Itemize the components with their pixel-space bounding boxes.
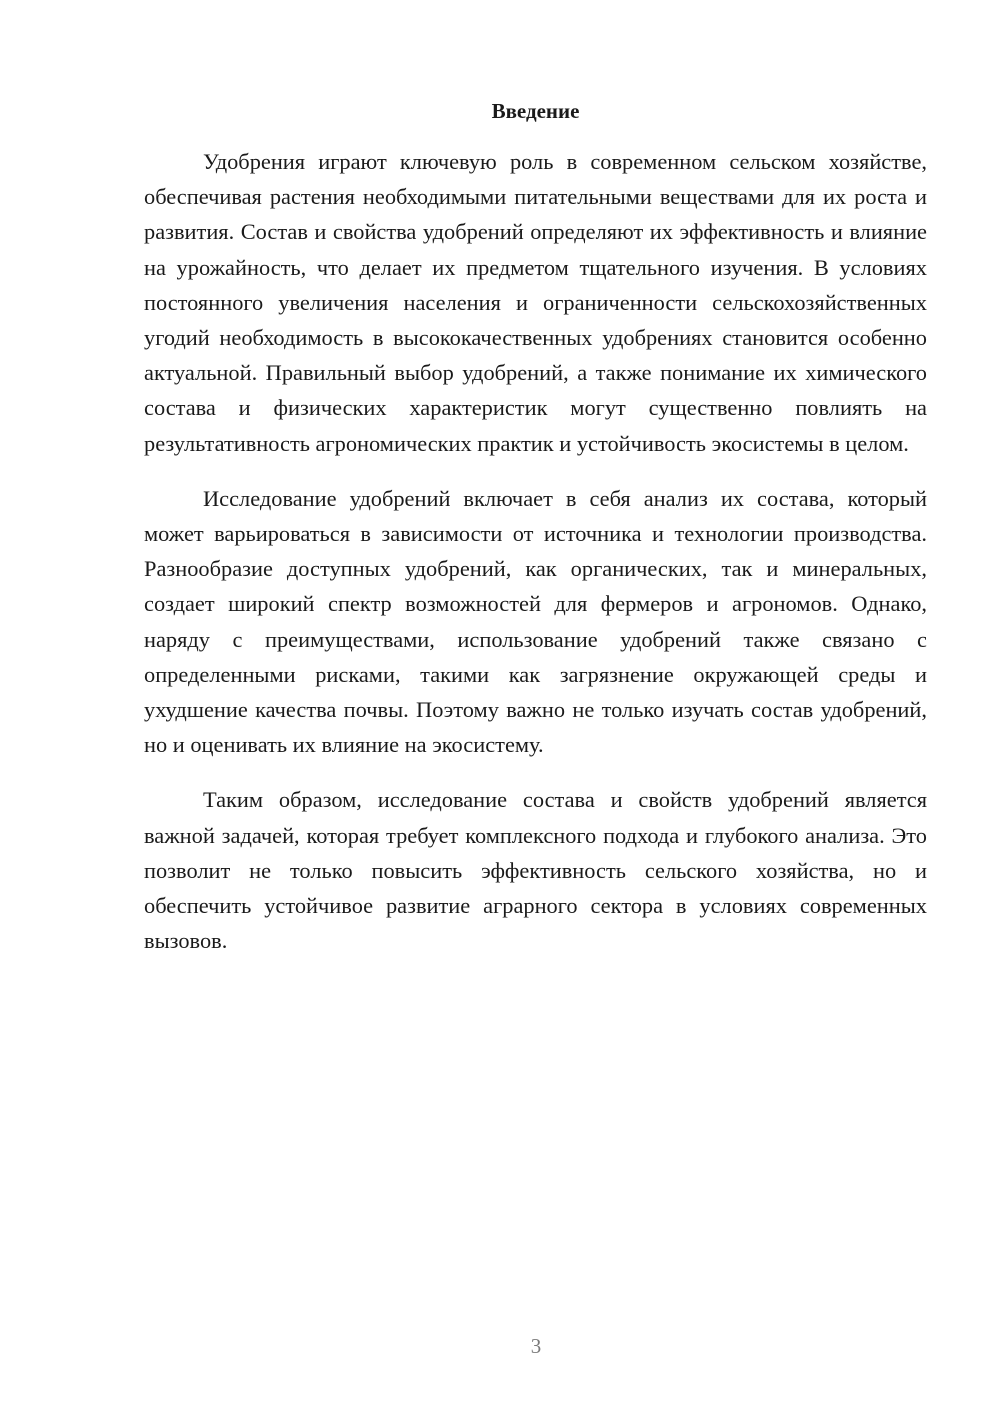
paragraph-3: Таким образом, исследование состава и свойств удобрений является важной задачей, которая требует комплексного подхода и глубокого анализа. Это позволит не только повысить эффективность сельского хозяйства, но и обеспечить устойчивое развитие аграрного сектора в условиях современных вызовов. bbox=[144, 787, 927, 954]
section-title: Введение bbox=[491, 99, 580, 123]
paragraph-2: Исследование удобрений включает в себя анализ их состава, который может варьироваться в зависимости от источника и технологии производства. Разнообразие доступных удобрений, как органических, так и минеральных, создает широкий спектр возможностей для фермеров и агрономов. Однако, наряду с преимуществами, использование удобрений также связано с определенными рисками, такими как загрязнение окружающей среды и ухудшение качества почвы. Поэтому важно не только изучать состав удобрений, но и оценивать их влияние на экосистему. bbox=[144, 485, 927, 758]
paragraph-1: Удобрения играют ключевую роль в современном сельском хозяйстве, обеспечивая растения необходимыми питательными веществами для их роста и развития. Состав и свойства удобрений определяют их эффективность и влияние на урожайность, что делает их предметом тщательного изучения. В условиях постоянного увеличения населения и ограниченности сельскохозяйственных угодий необходимость в высококачественных удобрениях становится особенно актуальной. Правильный выбор удобрений, а также понимание их химического состава и физических характеристик могут существенно повлиять на результативность агрономических практик и устойчивость экосистемы в целом. bbox=[144, 149, 927, 456]
page-number: 3 bbox=[530, 1334, 542, 1358]
document-body bbox=[144, 96, 927, 958]
